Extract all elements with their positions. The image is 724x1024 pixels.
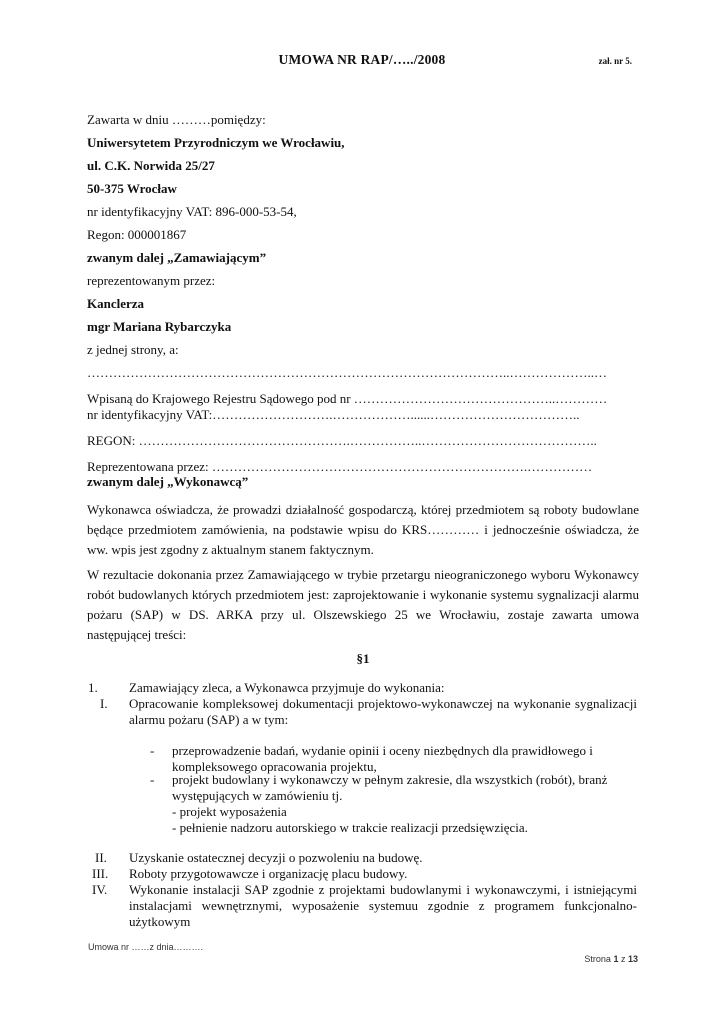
bullet-text: projekt budowlany i wykonawczy w pełnym zakresie, dla wszystkich (robót), branż występujących w zamówieniu tj. [172,772,608,803]
page-total: 13 [627,954,638,964]
contractor-represented: Reprezentowana przez: ……………………………………………………………….…………… [87,459,593,474]
roman-num: II. [95,850,107,865]
chancellor-name: mgr Mariana Rybarczyka [87,319,232,334]
university-city: 50-375 Wrocław [87,181,177,196]
roman-text: Roboty przygotowawcze i organizację placu budowy. [129,866,408,881]
bullet-text: przeprowadzenie badań, wydanie opinii i oceny niezbędnych dla prawidłowego i kompleksowego opracowania projektu, [172,743,593,774]
one-side-line: z jednej strony, a: [87,342,179,357]
university-regon: Regon: 000001867 [87,227,187,242]
sub-item: - projekt wyposażenia [172,804,287,819]
contractor-name-blank: ……………………………………………………………………………………..………………..… [87,365,607,380]
result-paragraph: W rezultacie dokonania przez Zamawiającego w trybie przetargu nieograniczonego wyboru Wykonawcy robót budowlanych których przedmiotem jest: zaprojektowanie i wykonanie systemu sygnalizacji alarmu pożaru (SAP) w DS. ARKA przy ul. Olszewskiego 25 we Wrocławiu, zostaje zawarta umowa następującej treści: [87,567,639,642]
page-prefix: Strona [584,954,614,964]
employer-alias: zwanym dalej „Zamawiającym” [87,250,267,265]
roman-num: III. [92,866,109,881]
roman-num: IV. [92,882,108,897]
roman-text: Uzyskanie ostatecznej decyzji o pozwoleniu na budowę. [129,850,423,865]
university-name: Uniwersytetem Przyrodniczym we Wrocławiu, [87,135,345,150]
footer-contract-ref: Umowa nr ……z dnia………. [88,942,204,952]
bullet-mark: - [150,743,155,758]
section-heading: §1 [356,651,370,666]
item-number: 1. [88,680,98,695]
page-mid: z [618,954,628,964]
page-current: 1 [613,954,619,964]
contractor-vat: nr identyfikacyjny VAT:……………………….………………......…………………………….. [87,407,580,422]
document-title: UMOWA NR RAP/…../2008 [278,52,446,67]
declaration-paragraph: Wykonawca oświadcza, że prowadzi działalność gospodarczą, której przedmiotem są roboty budowlane będące przedmiotem zamówienia, na podstawie wpisu do KRS………… i jednocześnie oświadcza, że ww. wpis jest zgodny z aktualnym stanem faktycznym. [87,502,639,557]
sub-item: - pełnienie nadzoru autorskiego w trakcie realizacji przedsięwzięcia. [172,820,528,835]
roman-text: Opracowanie kompleksowej dokumentacji projektowo-wykonawczej na wykonanie sygnalizacji alarmu pożaru (SAP) a w tym: [129,696,637,727]
contractor-regon: REGON: ………………………………………….……………..………………………………….. [87,433,597,448]
krs-line: Wpisaną do Krajowego Rejestru Sądowego pod nr ………………………………………..………… [87,391,608,406]
bullet-mark: - [150,772,155,787]
university-vat: nr identyfikacyjny VAT: 896-000-53-54, [87,204,297,219]
chancellor-title: Kanclerza [87,296,145,311]
item-text: Zamawiający zleca, a Wykonawca przyjmuje do wykonania: [129,680,445,695]
roman-text: Wykonanie instalacji SAP zgodnie z projektami budowlanymi i wykonawczymi, i istniejącymi instalacjami wewnętrznymi, wyposażenie systemuu zgodnie z programem funkcjonalno-użytkowym [129,882,637,929]
attachment-label: zał. nr 5. [598,56,632,66]
represented-by: reprezentowanym przez: [87,273,216,288]
roman-num: I. [100,696,108,711]
contractor-alias: zwanym dalej „Wykonawcą” [87,474,249,489]
concluded-line: Zawarta w dniu ………pomiędzy: [87,112,266,127]
page-indicator [584,954,638,964]
university-street: ul. C.K. Norwida 25/27 [87,158,215,173]
